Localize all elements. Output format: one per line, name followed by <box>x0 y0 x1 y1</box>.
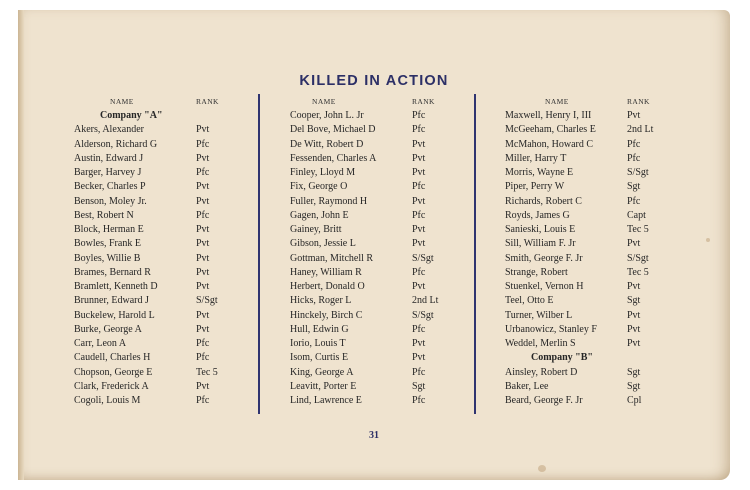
roster-row <box>290 394 470 408</box>
roster-row <box>290 138 470 152</box>
soldier-name: Leavitt, Porter E <box>290 380 357 392</box>
roster-row <box>74 337 254 351</box>
soldier-rank: Pvt <box>627 110 641 121</box>
soldier-rank: Pvt <box>627 281 641 292</box>
soldier-name: Austin, Edward J <box>74 152 144 164</box>
roster-row <box>290 366 470 380</box>
soldier-rank: Pfc <box>412 395 426 406</box>
soldier-rank: Tec 5 <box>196 366 218 378</box>
soldier-name: Strange, Robert <box>505 266 568 278</box>
soldier-rank: Pvt <box>627 338 641 349</box>
soldier-name: Del Bove, Michael D <box>290 124 376 136</box>
roster-row <box>505 237 685 251</box>
roster-row <box>74 351 254 365</box>
soldier-name: Burke, George A <box>74 323 142 335</box>
roster-row <box>74 166 254 180</box>
soldier-rank: Sgt <box>627 380 641 392</box>
soldier-name: Hull, Edwin G <box>290 323 349 335</box>
soldier-rank: Pvt <box>196 323 210 335</box>
roster-row <box>505 209 685 223</box>
roster-rows <box>505 109 685 408</box>
roster-row <box>505 166 685 180</box>
soldier-rank: Pvt <box>412 152 426 164</box>
roster-row <box>505 180 685 194</box>
roster-row <box>74 123 254 137</box>
soldier-name: Fuller, Raymond H <box>290 195 368 207</box>
soldier-rank: Tec 5 <box>627 224 649 235</box>
soldier-rank: Pvt <box>196 252 210 264</box>
soldier-rank: Sgt <box>627 181 641 193</box>
roster-row <box>74 152 254 166</box>
roster-row <box>505 195 685 209</box>
roster-row <box>290 266 470 280</box>
soldier-name: Brunner, Edward J <box>74 295 149 307</box>
soldier-name: Teel, Otto E <box>505 295 554 307</box>
roster-row <box>505 380 685 394</box>
soldier-name: Isom, Curtis E <box>290 352 349 364</box>
soldier-name: Bowles, Frank E <box>74 238 141 250</box>
column-header <box>290 97 470 109</box>
soldier-name: Urbanowicz, Stanley F <box>505 323 597 335</box>
roster-row <box>290 209 470 223</box>
soldier-rank: Pvt <box>412 138 426 150</box>
soldier-rank: Pvt <box>196 266 210 278</box>
roster-row <box>74 280 254 294</box>
soldier-rank: Pfc <box>627 152 641 164</box>
soldier-rank: Pfc <box>196 395 210 406</box>
soldier-name: Turner, Wilber L <box>505 309 573 321</box>
soldier-name: Becker, Charles P <box>74 181 146 193</box>
soldier-name: Buckelew, Harold L <box>74 309 155 321</box>
soldier-rank: Pvt <box>412 238 426 250</box>
roster-row <box>290 309 470 323</box>
soldier-name: Clark, Frederick A <box>74 380 149 392</box>
roster-row <box>505 323 685 337</box>
roster-row <box>74 195 254 209</box>
roster-row <box>74 366 254 380</box>
soldier-name: Akers, Alexander <box>74 124 144 136</box>
roster-row <box>74 138 254 152</box>
soldier-name: Caudell, Charles H <box>74 352 151 364</box>
roster-row <box>505 152 685 166</box>
soldier-name: Herbert, Donald O <box>290 281 365 292</box>
soldier-rank: Pfc <box>412 124 426 136</box>
soldier-rank: Pvt <box>627 238 641 250</box>
soldier-rank: S/Sgt <box>196 295 218 307</box>
page-number: 31 <box>369 430 379 441</box>
soldier-rank: 2nd Lt <box>627 124 654 136</box>
soldier-rank: Pvt <box>412 224 426 235</box>
roster-row <box>290 280 470 294</box>
roster-row <box>74 266 254 280</box>
roster-row <box>290 166 470 180</box>
soldier-rank: S/Sgt <box>412 252 434 264</box>
soldier-rank: Pvt <box>196 181 210 193</box>
roster-row <box>74 209 254 223</box>
company-heading <box>74 109 254 123</box>
roster-row <box>505 109 685 123</box>
roster-row <box>290 351 470 365</box>
soldier-name: Chopson, George E <box>74 366 153 378</box>
column-divider <box>474 94 476 414</box>
soldier-name: Iorio, Louis T <box>290 338 346 349</box>
roster-row <box>290 294 470 308</box>
soldier-name: Gottman, Mitchell R <box>290 252 374 264</box>
roster-row <box>290 223 470 237</box>
soldier-rank: S/Sgt <box>627 252 649 264</box>
roster-column-2 <box>290 97 470 417</box>
soldier-name: De Witt, Robert D <box>290 138 364 150</box>
soldier-rank: Tec 5 <box>627 266 649 278</box>
soldier-rank: Pfc <box>196 352 210 364</box>
soldier-name: Brames, Bernard R <box>74 266 151 278</box>
roster-row <box>505 366 685 380</box>
roster-row <box>290 195 470 209</box>
paper-stain <box>538 465 546 472</box>
rank-header: RANK <box>412 97 435 106</box>
soldier-name: Finley, Lloyd M <box>290 167 356 178</box>
soldier-name: Alderson, Richard G <box>74 138 158 150</box>
soldier-name: Fessenden, Charles A <box>290 152 377 164</box>
soldier-name: Beard, George F. Jr <box>505 395 583 406</box>
soldier-rank: Pfc <box>196 338 210 349</box>
soldier-rank: S/Sgt <box>412 309 434 321</box>
column-divider <box>258 94 260 414</box>
roster-row <box>74 323 254 337</box>
name-header: NAME <box>110 97 134 106</box>
roster-row <box>290 237 470 251</box>
soldier-name: Gainey, Britt <box>290 224 342 235</box>
soldier-rank: Pfc <box>627 195 641 207</box>
soldier-name: Miller, Harry T <box>505 152 567 164</box>
booklet-page <box>18 10 730 480</box>
soldier-rank: Pvt <box>196 124 210 136</box>
soldier-name: Maxwell, Henry I, III <box>505 110 592 121</box>
roster-row <box>290 109 470 123</box>
soldier-rank: Pvt <box>196 152 210 164</box>
soldier-rank: Pvt <box>196 380 210 392</box>
soldier-rank: Pvt <box>196 281 210 292</box>
soldier-rank: Cpl <box>627 395 642 406</box>
roster-row <box>505 266 685 280</box>
soldier-name: Richards, Robert C <box>505 195 582 207</box>
soldier-rank: Sgt <box>627 295 641 307</box>
roster-rows <box>290 109 470 408</box>
soldier-rank: Pfc <box>412 323 426 335</box>
soldier-name: Benson, Moley Jr. <box>74 195 147 207</box>
paper-stain <box>706 238 710 242</box>
roster-row <box>74 252 254 266</box>
soldier-rank: Pfc <box>412 181 426 193</box>
soldier-rank: Pfc <box>196 167 210 178</box>
soldier-name: Haney, William R <box>290 266 362 278</box>
roster-row <box>290 380 470 394</box>
column-header <box>505 97 685 109</box>
soldier-rank: Pvt <box>196 238 210 250</box>
soldier-rank: Pvt <box>412 195 426 207</box>
soldier-name: Bramlett, Kenneth D <box>74 281 158 292</box>
soldier-rank: Pvt <box>196 309 210 321</box>
rank-header: RANK <box>627 97 650 106</box>
roster-column-3 <box>505 97 685 417</box>
name-header: NAME <box>545 97 569 106</box>
soldier-rank: Pfc <box>412 209 426 221</box>
soldier-rank: Sgt <box>412 380 426 392</box>
soldier-rank: Pvt <box>412 167 426 178</box>
roster-rows <box>74 109 254 408</box>
soldier-name: Weddel, Merlin S <box>505 338 576 349</box>
name-header: NAME <box>312 97 336 106</box>
soldier-rank: Capt <box>627 209 646 221</box>
soldier-name: Cooper, John L. Jr <box>290 110 364 121</box>
soldier-rank: Pvt <box>627 323 641 335</box>
roster-column-1 <box>74 97 254 417</box>
roster-row <box>505 394 685 408</box>
roster-row <box>290 152 470 166</box>
soldier-name: Baker, Lee <box>505 380 549 392</box>
soldier-name: Morris, Wayne E <box>505 167 574 178</box>
roster-row <box>74 237 254 251</box>
company-heading <box>505 351 685 365</box>
page-title: KILLED IN ACTION <box>299 73 449 89</box>
roster-row <box>290 180 470 194</box>
soldier-name: Royds, James G <box>505 209 570 221</box>
soldier-name: Barger, Harvey J <box>74 167 142 178</box>
roster-row <box>505 337 685 351</box>
roster-row <box>505 223 685 237</box>
soldier-name: Sanieski, Louis E <box>505 224 576 235</box>
soldier-name: Block, Herman E <box>74 224 144 235</box>
soldier-rank: 2nd Lt <box>412 295 439 307</box>
roster-row <box>505 294 685 308</box>
roster-row <box>505 280 685 294</box>
roster-row <box>505 123 685 137</box>
soldier-name: Fix, George O <box>290 181 348 193</box>
soldier-rank: Sgt <box>627 366 641 378</box>
soldier-rank: Pfc <box>412 110 426 121</box>
soldier-name: Piper, Perry W <box>505 181 565 193</box>
roster-row <box>505 138 685 152</box>
roster-row <box>74 294 254 308</box>
soldier-name: Ainsley, Robert D <box>505 366 578 378</box>
soldier-rank: Pfc <box>412 366 426 378</box>
roster-row <box>74 309 254 323</box>
company-name: Company "A" <box>100 110 163 121</box>
soldier-rank: Pvt <box>412 352 426 364</box>
soldier-rank: Pfc <box>196 138 210 150</box>
soldier-rank: Pvt <box>196 195 210 207</box>
roster-row <box>74 394 254 408</box>
soldier-name: Smith, George F. Jr <box>505 252 583 264</box>
soldier-rank: Pvt <box>412 338 426 349</box>
soldier-name: Hicks, Roger L <box>290 295 352 307</box>
soldier-rank: Pfc <box>627 138 641 150</box>
soldier-name: Best, Robert N <box>74 209 134 221</box>
roster-row <box>290 323 470 337</box>
soldier-rank: Pfc <box>196 209 210 221</box>
roster-row <box>74 380 254 394</box>
soldier-name: Sill, William F. Jr <box>505 238 576 250</box>
soldier-name: Gibson, Jessie L <box>290 238 356 250</box>
soldier-rank: S/Sgt <box>627 167 649 178</box>
roster-row <box>290 337 470 351</box>
soldier-rank: Pvt <box>627 309 641 321</box>
rank-header: RANK <box>196 97 219 106</box>
soldier-name: Carr, Leon A <box>74 338 127 349</box>
column-header <box>74 97 254 109</box>
soldier-rank: Pfc <box>412 266 426 278</box>
roster-row <box>290 123 470 137</box>
soldier-name: Hinckely, Birch C <box>290 309 363 321</box>
roster-row <box>290 252 470 266</box>
roster-row <box>74 180 254 194</box>
soldier-name: Gagen, John E <box>290 209 349 221</box>
roster-row <box>74 223 254 237</box>
roster-row <box>505 252 685 266</box>
company-name: Company "B" <box>531 352 593 364</box>
soldier-name: McMahon, Howard C <box>505 138 594 150</box>
soldier-name: Cogoli, Louis M <box>74 395 141 406</box>
soldier-rank: Pvt <box>196 224 210 235</box>
soldier-name: McGeeham, Charles E <box>505 124 596 136</box>
roster-row <box>505 309 685 323</box>
soldier-rank: Pvt <box>412 281 426 292</box>
soldier-name: King, George A <box>290 366 354 378</box>
soldier-name: Stuenkel, Vernon H <box>505 281 584 292</box>
soldier-name: Lind, Lawrence E <box>290 395 362 406</box>
soldier-name: Boyles, Willie B <box>74 252 141 264</box>
